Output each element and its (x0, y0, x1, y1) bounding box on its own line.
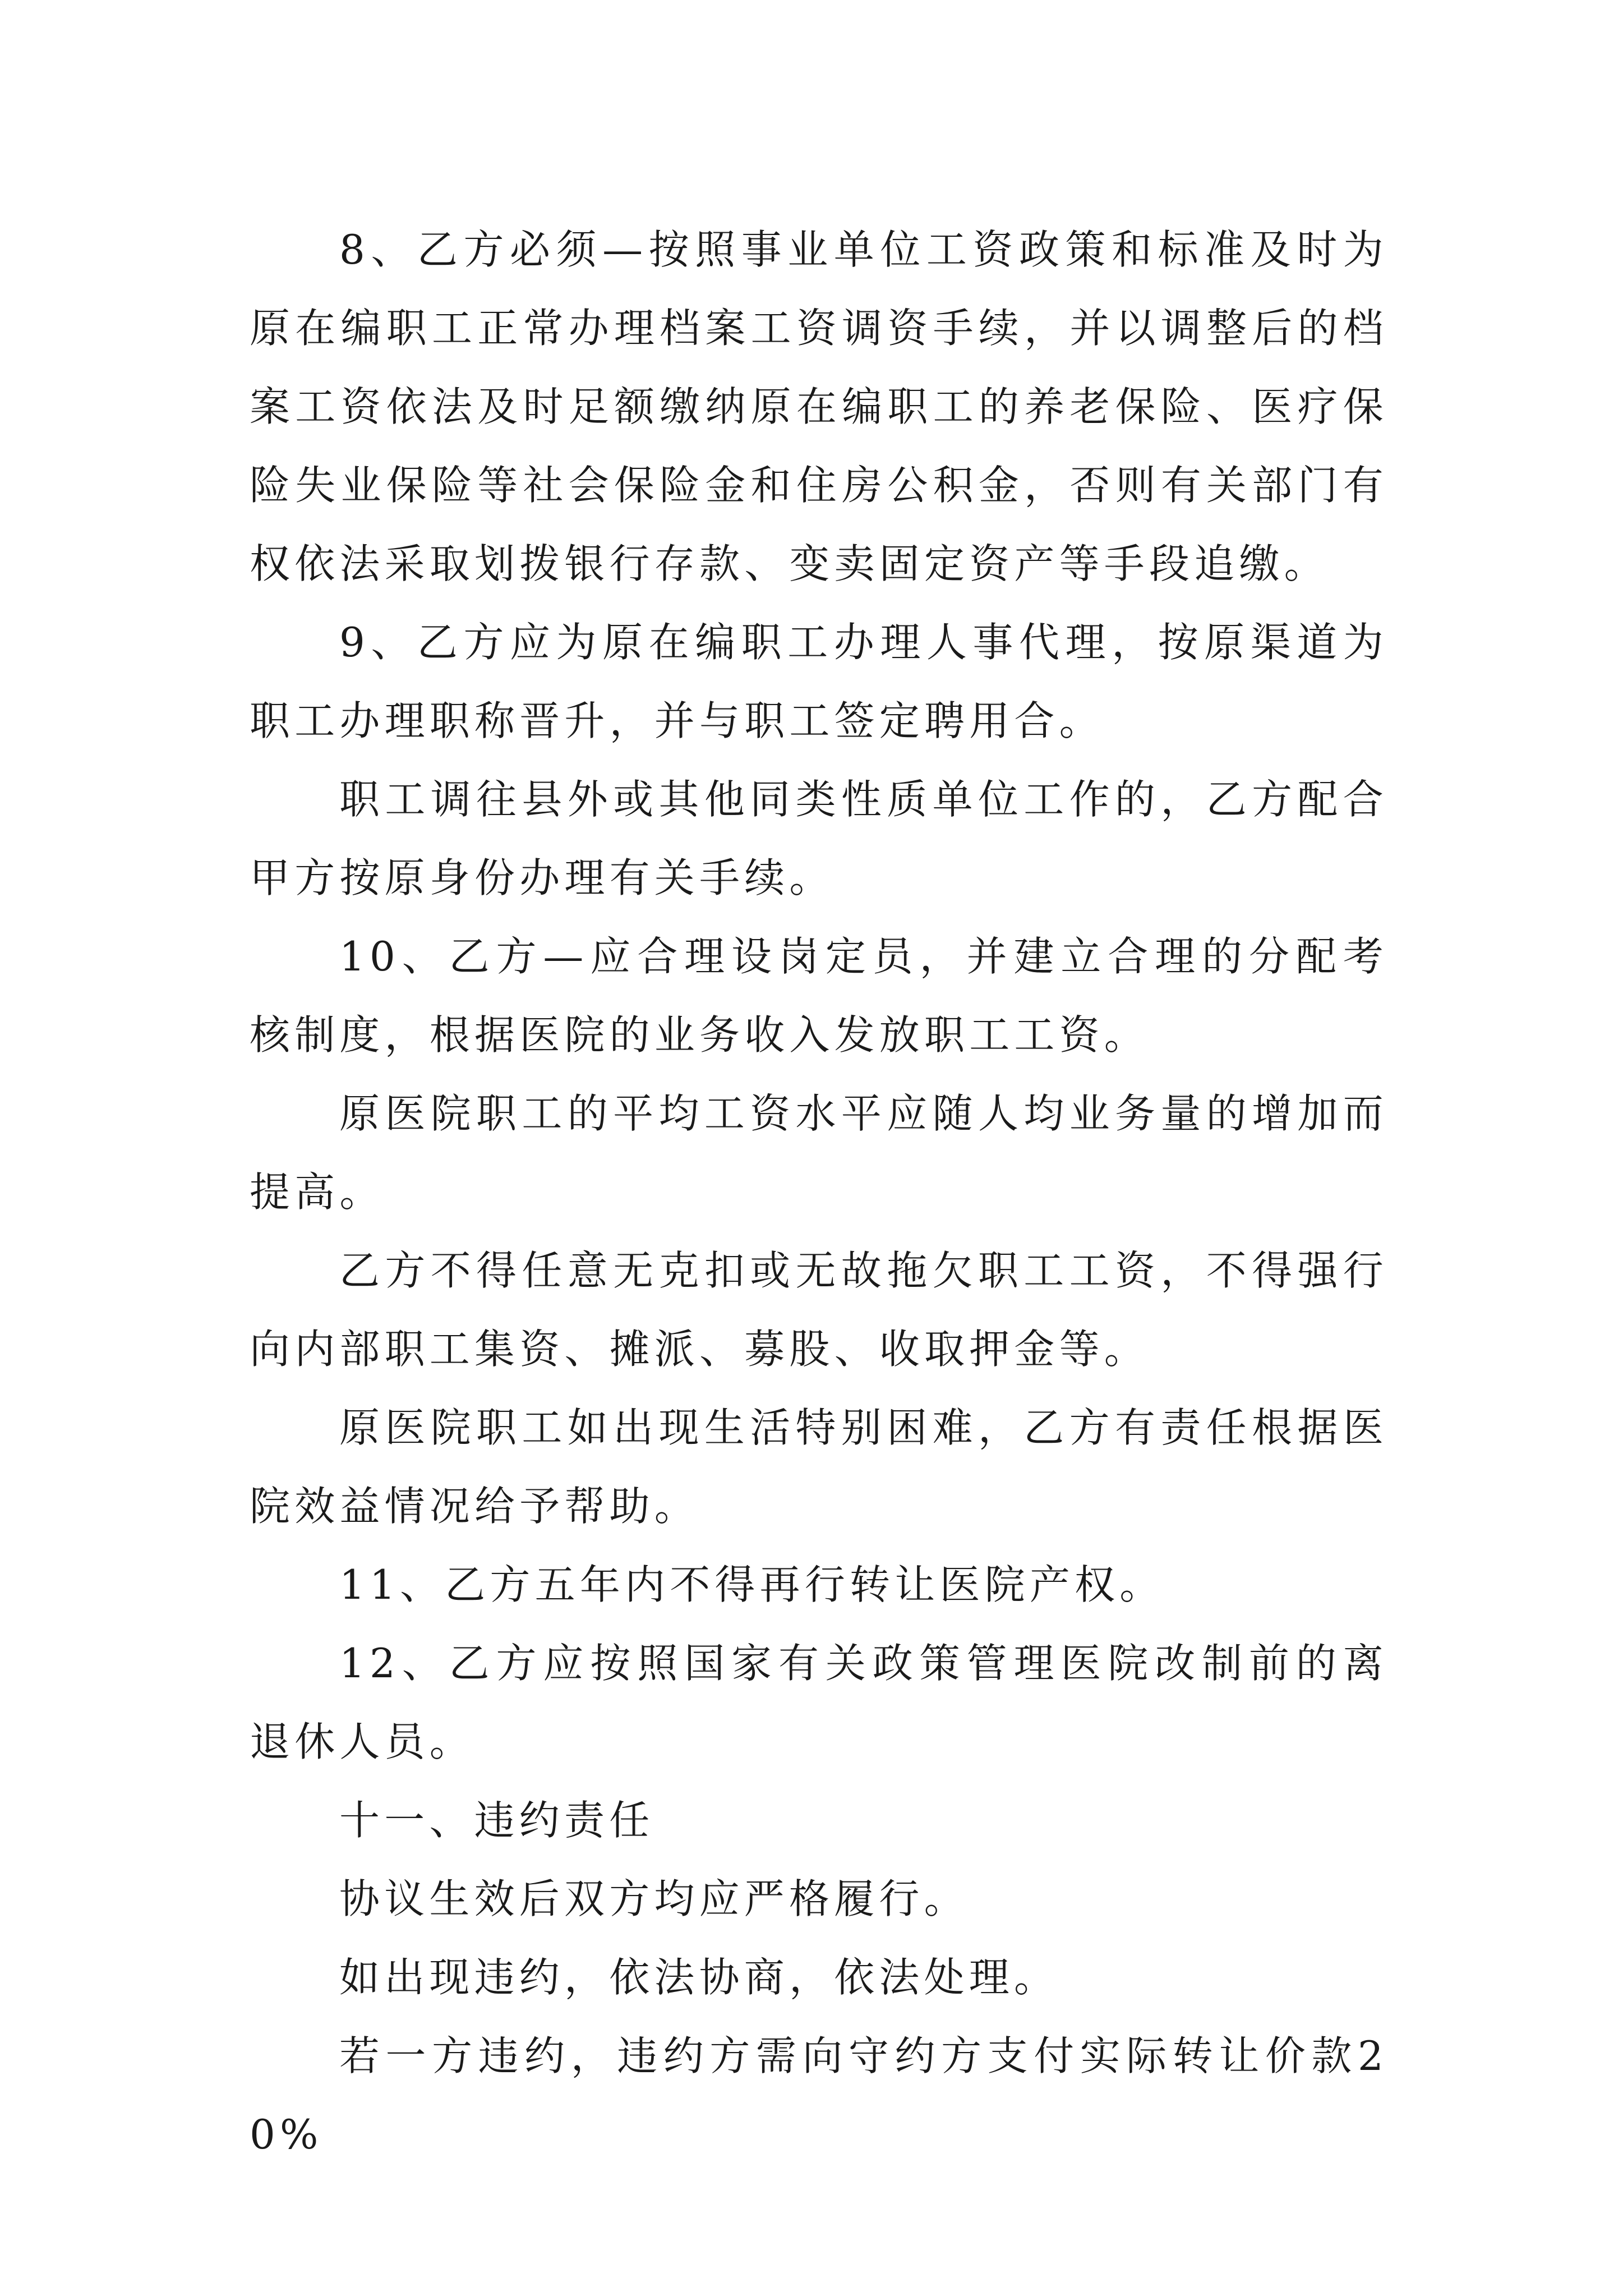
clause-11-paragraph: 11、乙方五年内不得再行转让医院产权。 (339, 1561, 1165, 1608)
clause-10-wage-level-paragraph: 原医院职工的平均工资水平应随人均业务量的增加而提高。 (250, 1090, 1388, 1216)
clause-12-paragraph: 12、乙方应按照国家有关政策管理医院改制前的离退休人员。 (250, 1640, 1388, 1765)
clause-9-transfer-paragraph: 职工调往县外或其他同类性质单位工作的，乙方配合甲方按原身份办理有关手续。 (250, 776, 1388, 901)
breach-paragraph-performance: 协议生效后双方均应严格履行。 (339, 1875, 969, 1922)
breach-paragraph-penalty: 若一方违约，违约方需向守约方支付实际转让价款20% (250, 2032, 1388, 2158)
document-body (250, 210, 1388, 2174)
clause-10-hardship-paragraph: 原医院职工如出现生活特别困难，乙方有责任根据医院效益情况给予帮助。 (250, 1404, 1388, 1530)
section-heading-breach-liability: 十一、违约责任 (339, 1797, 654, 1844)
clause-10-paragraph: 10、乙方—应合理设岗定员，并建立合理的分配考核制度，根据医院的业务收入发放职工工资。 (250, 933, 1388, 1059)
clause-9-paragraph: 9、乙方应为原在编职工办理人事代理，按原渠道为职工办理职称晋升，并与职工签定聘用合。 (250, 619, 1388, 744)
breach-paragraph-negotiation: 如出现违约，依法协商，依法处理。 (339, 1954, 1059, 2001)
clause-10-no-deduction-paragraph: 乙方不得任意无克扣或无故拖欠职工工资，不得强行向内部职工集资、摊派、募股、收取押金等。 (250, 1247, 1388, 1373)
clause-8-paragraph: 8、乙方必须—按照事业单位工资政策和标准及时为原在编职工正常办理档案工资调资手续，并以调整后的档案工资依法及时足额缴纳原在编职工的养老保险、医疗保险失业保险等社会保险金和住房公积金，否则有关部门有权依法采取划拨银行存款、变卖固定资产等手段追缴。 (250, 226, 1388, 587)
